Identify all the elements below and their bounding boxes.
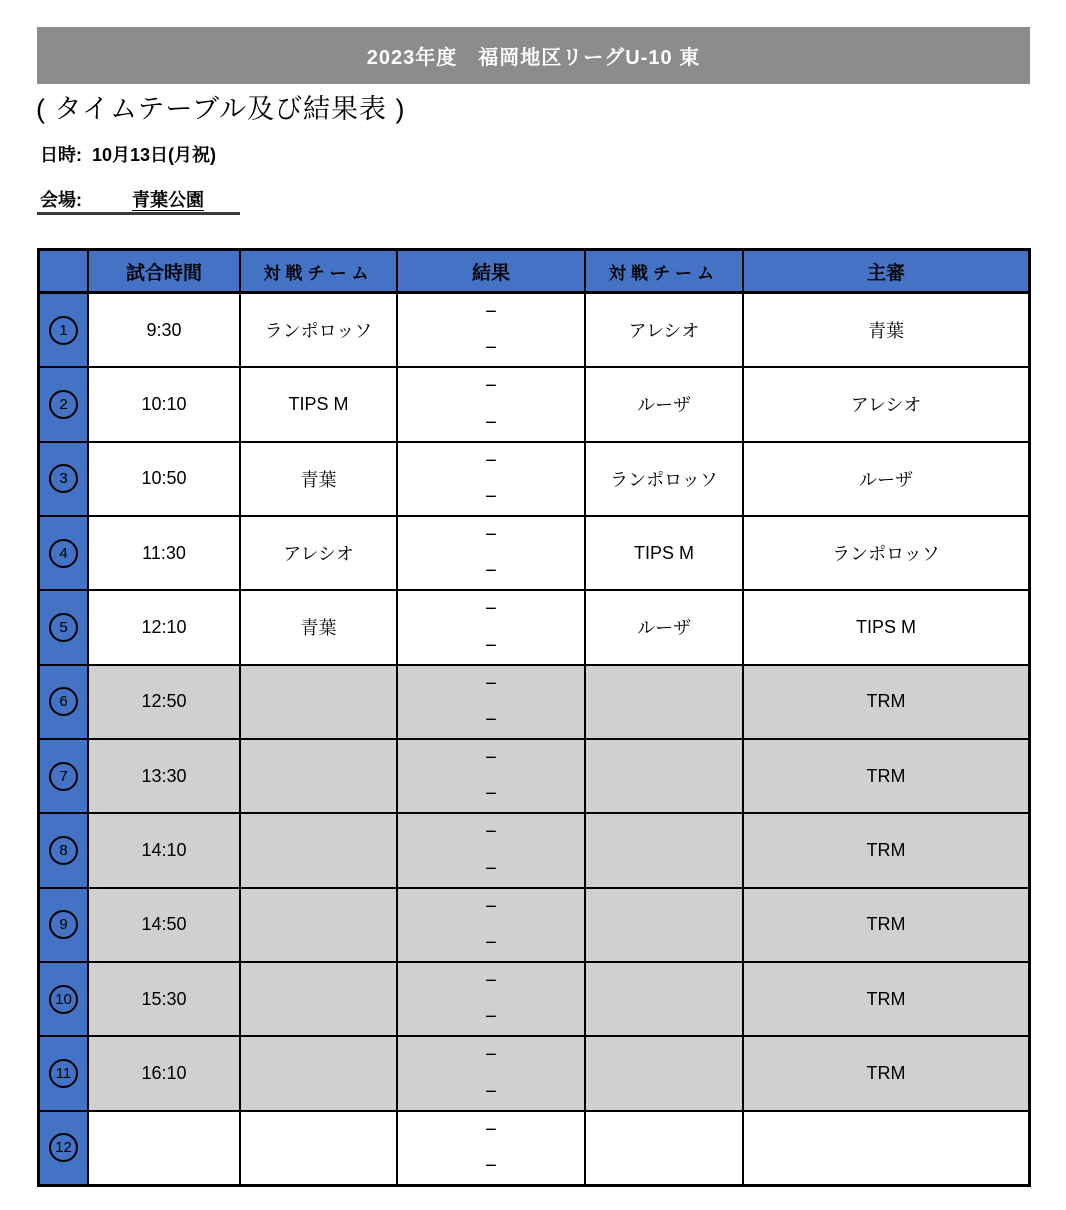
away-team (586, 814, 744, 886)
away-team (586, 963, 744, 1035)
venue-underline-rule (37, 212, 240, 215)
match-number: 10 (49, 985, 78, 1014)
result-cell (398, 666, 586, 738)
referee: TRM (744, 889, 1028, 961)
table-row (40, 294, 1028, 368)
match-number-cell (40, 740, 89, 812)
venue-line (40, 186, 204, 212)
away-team: ランポロッソ (586, 443, 744, 515)
score-dash-top: − (485, 747, 497, 770)
match-time: 16:10 (89, 1037, 241, 1109)
table-row (40, 814, 1028, 888)
referee: ルーザ (859, 469, 913, 490)
result-cell (398, 368, 586, 440)
match-number: 5 (49, 613, 78, 642)
result-cell (398, 963, 586, 1035)
home-team (241, 814, 398, 886)
score-dash-bottom: − (485, 337, 497, 360)
score-dash-bottom: − (485, 1006, 497, 1029)
score-dash-bottom: − (485, 931, 497, 954)
home-team (241, 1112, 398, 1184)
table-row (40, 443, 1028, 517)
score-dash-top: − (485, 1118, 497, 1141)
venue-label: 会場: (40, 190, 82, 210)
away-team (586, 740, 744, 812)
score-dash-bottom: − (485, 857, 497, 880)
match-time: 12:50 (89, 666, 241, 738)
match-number-cell (40, 294, 89, 366)
schedule-table (37, 248, 1031, 1187)
score-dash-top: − (485, 1044, 497, 1067)
score-dash-top: − (485, 821, 497, 844)
match-number-cell (40, 814, 89, 886)
table-row (40, 889, 1028, 963)
table-row (40, 963, 1028, 1037)
table-header-row (40, 251, 1028, 294)
referee: 青葉 (868, 321, 904, 342)
match-number-cell (40, 443, 89, 515)
home-team (241, 963, 398, 1035)
result-cell (398, 294, 586, 366)
referee: TRM (744, 740, 1028, 812)
away-team (586, 1112, 744, 1184)
date-line (40, 141, 216, 167)
referee: TRM (744, 666, 1028, 738)
match-time: 13:30 (89, 740, 241, 812)
match-number: 2 (49, 390, 78, 419)
match-number: 12 (49, 1133, 78, 1162)
match-number-cell (40, 517, 89, 589)
table-body (40, 294, 1028, 1184)
away-team (586, 1037, 744, 1109)
score-dash-bottom: − (485, 1154, 497, 1177)
score-dash-bottom: − (485, 634, 497, 657)
match-number: 6 (49, 687, 78, 716)
match-time: 10:50 (89, 443, 241, 515)
venue-value: 青葉公園 (132, 190, 204, 210)
score-dash-bottom: − (485, 708, 497, 731)
match-number: 3 (49, 464, 78, 493)
header-match-time: 試合時間 (89, 251, 241, 291)
title-bar (37, 27, 1030, 84)
referee: TRM (744, 1037, 1028, 1109)
referee: TIPS M (855, 616, 916, 637)
result-cell (398, 443, 586, 515)
match-number-cell (40, 963, 89, 1035)
score-dash-bottom: − (485, 411, 497, 434)
score-dash-top: − (485, 524, 497, 547)
table-row (40, 1112, 1028, 1184)
away-team: ルーザ (586, 591, 744, 663)
away-team: ルーザ (586, 368, 744, 440)
result-cell (398, 1112, 586, 1184)
match-time (89, 1112, 241, 1184)
referee: アレシオ (850, 395, 922, 416)
match-number: 8 (49, 836, 78, 865)
match-number: 7 (49, 762, 78, 791)
home-team: 青葉 (241, 443, 398, 515)
result-cell (398, 591, 586, 663)
away-team (586, 889, 744, 961)
match-number-cell (40, 666, 89, 738)
table-row (40, 591, 1028, 665)
home-team: 青葉 (241, 591, 398, 663)
match-time: 11:30 (89, 517, 241, 589)
score-dash-top: − (485, 598, 497, 621)
header-number (40, 251, 89, 291)
match-time: 14:50 (89, 889, 241, 961)
match-number: 1 (49, 316, 78, 345)
result-cell (398, 1037, 586, 1109)
match-number-cell (40, 591, 89, 663)
match-time: 10:10 (89, 368, 241, 440)
away-team: TIPS M (586, 517, 744, 589)
referee: TRM (744, 963, 1028, 1035)
referee: ランポロッソ (832, 544, 940, 565)
header-away-team: 対戦チーム (586, 251, 744, 291)
date-value: 10月13日(月祝) (92, 145, 217, 165)
match-time: 14:10 (89, 814, 241, 886)
header-home-team: 対戦チーム (241, 251, 398, 291)
match-number: 9 (49, 910, 78, 939)
match-number-cell (40, 889, 89, 961)
table-row (40, 666, 1028, 740)
match-time: 15:30 (89, 963, 241, 1035)
table-row (40, 517, 1028, 591)
referee: TRM (744, 814, 1028, 886)
header-referee: 主審 (866, 262, 905, 284)
score-dash-bottom: − (485, 560, 497, 583)
score-dash-top: − (485, 375, 497, 398)
score-dash-top: − (485, 301, 497, 324)
match-number-cell (40, 1112, 89, 1184)
date-label: 日時: (40, 145, 82, 165)
home-team (241, 889, 398, 961)
match-time: 12:10 (89, 591, 241, 663)
match-number: 4 (49, 539, 78, 568)
home-team (241, 666, 398, 738)
match-number: 11 (49, 1059, 78, 1088)
home-team: アレシオ (241, 517, 398, 589)
table-row (40, 1037, 1028, 1111)
table-row (40, 740, 1028, 814)
match-number-cell (40, 1037, 89, 1109)
score-dash-top: − (485, 449, 497, 472)
score-dash-bottom: − (485, 485, 497, 508)
match-time: 9:30 (89, 294, 241, 366)
home-team: TIPS M (241, 368, 398, 440)
result-cell (398, 517, 586, 589)
score-dash-bottom: − (485, 1080, 497, 1103)
score-dash-top: − (485, 970, 497, 993)
match-number-cell (40, 368, 89, 440)
subtitle: ( タイムテーブル及び結果表 ) (36, 94, 406, 124)
home-team (241, 740, 398, 812)
score-dash-top: − (485, 672, 497, 695)
score-dash-bottom: − (485, 783, 497, 806)
away-team: アレシオ (586, 294, 744, 366)
header-result: 結果 (398, 251, 586, 291)
result-cell (398, 740, 586, 812)
score-dash-top: − (485, 895, 497, 918)
result-cell (398, 814, 586, 886)
referee (744, 1112, 1028, 1184)
result-cell (398, 889, 586, 961)
table-row (40, 368, 1028, 442)
home-team: ランポロッソ (241, 294, 398, 366)
away-team (586, 666, 744, 738)
home-team (241, 1037, 398, 1109)
page-title: 2023年度 福岡地区リーグU-10 東 (366, 47, 701, 69)
